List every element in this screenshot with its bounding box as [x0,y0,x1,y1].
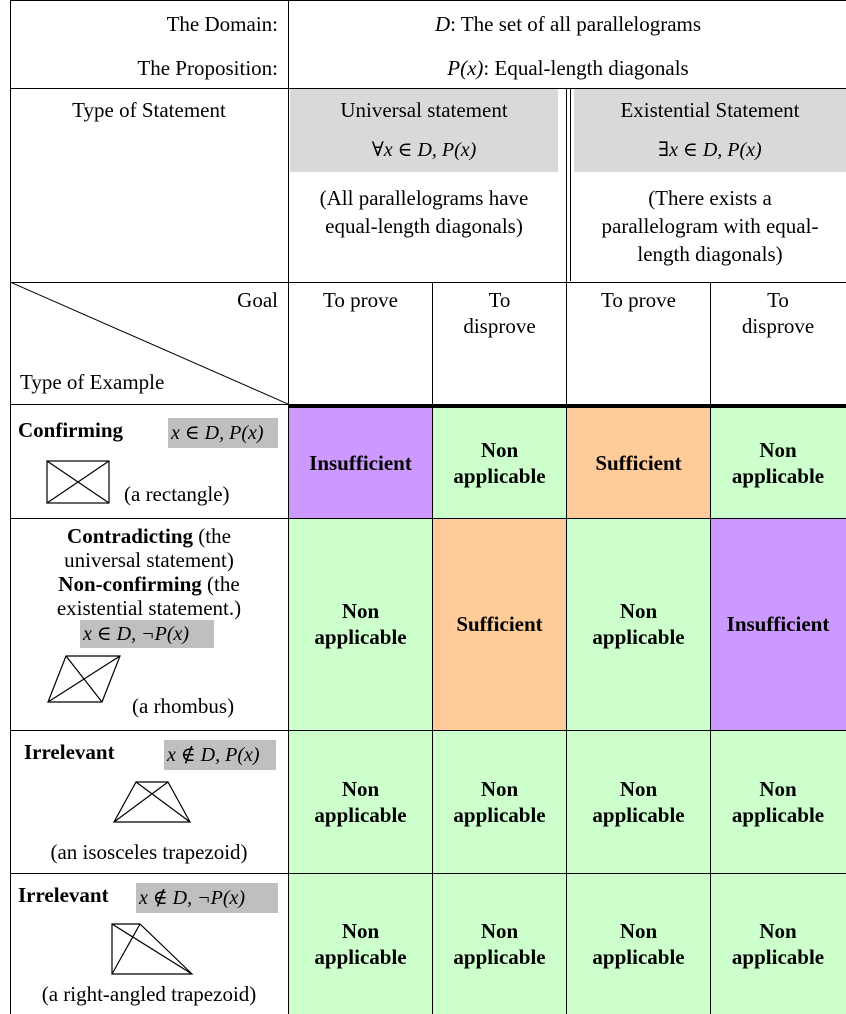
existential-desc-3: length diagonals) [637,242,783,266]
row3-caption: (an isosceles trapezoid) [50,840,248,864]
isosceles-trapezoid-shape-icon [112,780,192,824]
existential-formula: ∃x ∈ D, P(x) [658,139,762,161]
r3-c2-text: Non applicable [453,776,546,827]
goal-universal-disprove-2: disprove [463,314,536,338]
r4-c1-text: Non applicable [314,918,407,969]
r1-c1-text: Insufficient [309,451,412,475]
goal-universal-disprove-1: To [488,288,511,312]
r2-c4-text: Insufficient [726,612,830,636]
row3-formula: x ∉ D, P(x) [164,740,276,770]
domain-text [290,10,846,38]
row1-caption: (a rectangle) [124,482,230,506]
universal-desc-2: equal-length diagonals) [325,214,523,238]
r2-c1-text: Non applicable [314,599,407,649]
grid-line [10,0,11,1014]
universal-formula: ∀x ∈ D, P(x) [371,139,477,161]
grid-line [570,88,571,281]
universal-title: Universal statement [340,98,508,122]
grid-line [10,0,846,1]
universal-desc-1: (All parallelograms have [319,186,529,210]
row4-caption: (a right-angled trapezoid) [41,982,257,1006]
right-angled-trapezoid-shape-icon [110,922,194,976]
row2-line2: universal statement) [64,548,234,572]
r1-c3-text: Sufficient [595,451,682,475]
row2-line4: existential statement.) [56,596,242,620]
existential-desc-1: (There exists a [648,186,772,210]
type-of-example-label: Type of Example [20,370,165,394]
existential-desc-2: parallelogram with equal- [601,214,819,238]
row3-label: Irrelevant [24,740,115,764]
row2-caption: (a rhombus) [132,694,235,718]
r4-c3-text: Non applicable [592,918,685,969]
domain-var: D [434,12,451,36]
rhombus-shape-icon [46,654,122,704]
row2-formula: x ∈ D, ¬P(x) [80,620,214,648]
row2-non-confirming: Non-confirming [58,572,202,596]
existential-title: Existential Statement [620,98,800,122]
r4-c2-text: Non applicable [453,918,546,969]
goal-existential-disprove-1: To [767,288,789,312]
r3-c4-text: Non applicable [731,776,825,827]
grid-line [10,88,846,89]
domain-desc: : The set of all parallelograms [450,12,702,36]
r4-c4-text: Non applicable [731,918,825,969]
goal-label: Goal [237,288,278,312]
row4-label: Irrelevant [18,883,109,907]
r2-c2-text: Sufficient [456,612,543,636]
rectangle-shape-icon [46,460,110,504]
row1-label: Confirming [18,418,123,442]
r2-c3-text: Non applicable [592,599,685,649]
domain-label: The Domain: [166,12,278,36]
type-of-statement-label: Type of Statement [72,98,226,122]
row4-formula: x ∉ D, ¬P(x) [136,883,278,913]
r1-c4-text: Non applicable [731,438,825,488]
goal-universal-prove: To prove [323,288,398,312]
row2-line1-rest: (the [193,524,231,548]
r1-c2-text: Non applicable [453,438,546,488]
proposition-label: The Proposition: [137,56,278,80]
row2-line3-rest: (the [201,572,240,596]
proposition-text [290,54,846,82]
goal-existential-disprove-2: disprove [741,314,815,338]
r3-c1-text: Non applicable [314,776,407,827]
r3-c3-text: Non applicable [592,776,685,827]
goal-existential-prove: To prove [601,288,676,312]
grid-line [10,404,288,405]
proposition-desc: : Equal-length diagonals [483,56,689,80]
row2-contradicting: Contradicting [67,524,194,548]
row1-formula: x ∈ D, P(x) [168,418,278,448]
proposition-var: P(x) [447,56,484,80]
